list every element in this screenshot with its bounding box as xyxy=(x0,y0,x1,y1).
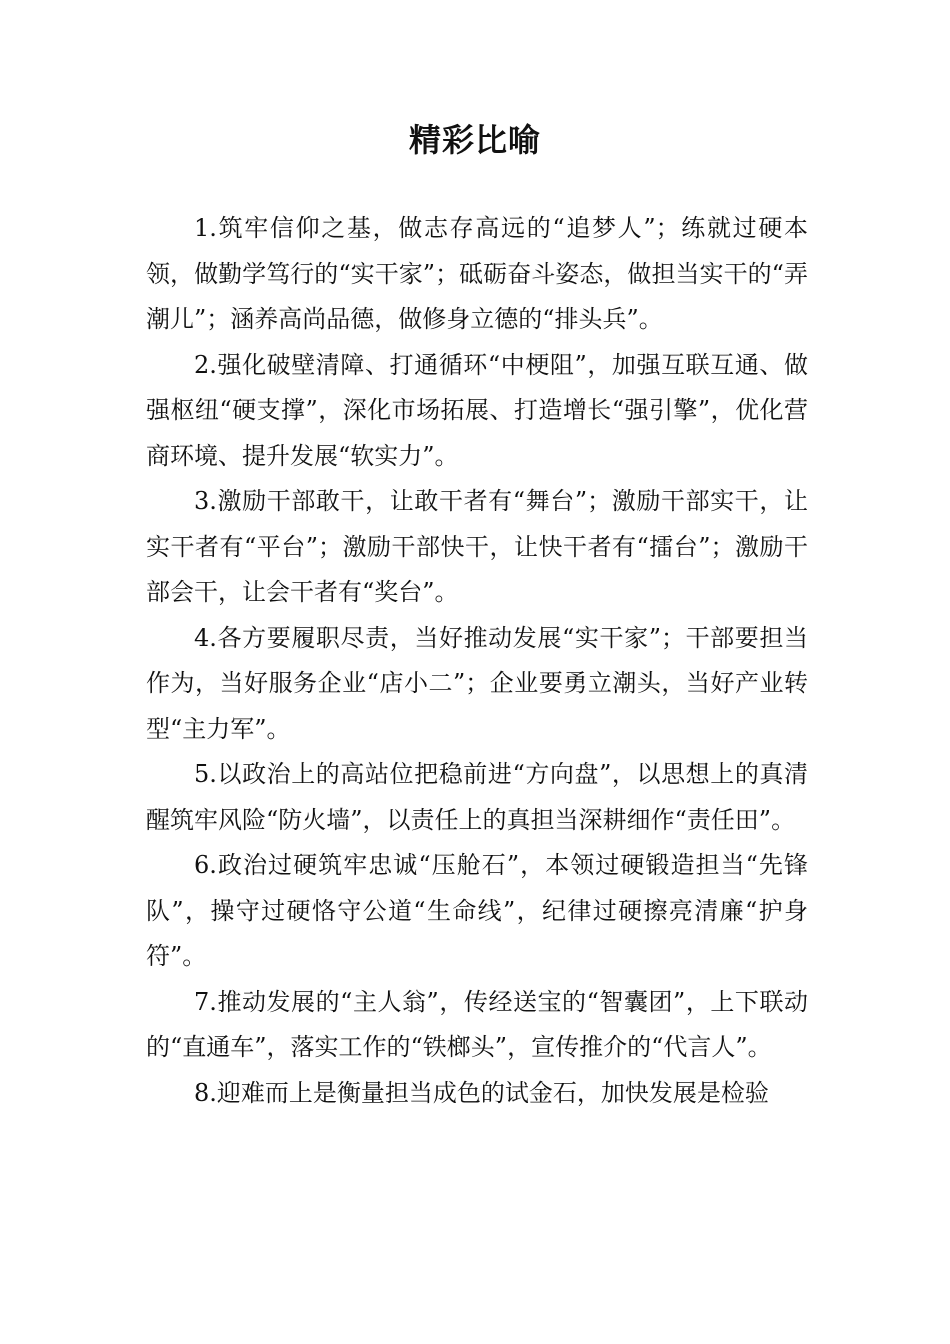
paragraph-5: 5.以政治上的高站位把稳前进“方向盘”，以思想上的真清醒筑牢风险“防火墙”，以责任上的真担当深耕细作“责任田”。 xyxy=(146,760,808,834)
paragraph-7: 7.推动发展的“主人翁”，传经送宝的“智囊团”，上下联动的“直通车”，落实工作的“铁榔头”，宣传推介的“代言人”。 xyxy=(146,987,808,1061)
document-title: 精彩比喻 xyxy=(408,121,541,159)
paragraph-2: 2.强化破壁清障、打通循环“中梗阻”，加强互联互通、做强枢纽“硬支撑”，深化市场拓展、打造增长“强引擎”，优化营商环境、提升发展“软实力”。 xyxy=(146,350,808,470)
paragraph-1: 1.筑牢信仰之基，做志存高远的“追梦人”；练就过硬本领，做勤学笃行的“实干家”；砥砺奋斗姿态，做担当实干的“弄潮儿”；涵养高尚品德，做修身立德的“排头兵”。 xyxy=(146,214,808,333)
paragraph-3: 3.激励干部敢干，让敢干者有“舞台”；激励干部实干，让实干者有“平台”；激励干部快干，让快干者有“擂台”；激励干部会干，让会干者有“奖台”。 xyxy=(146,487,808,606)
paragraph-4: 4.各方要履职尽责，当好推动发展“实干家”；干部要担当作为，当好服务企业“店小二”；企业要勇立潮头，当好产业转型“主力军”。 xyxy=(146,623,808,743)
paragraph-8: 8.迎难而上是衡量担当成色的试金石，加快发展是检验 xyxy=(194,1078,769,1107)
paragraph-6: 6.政治过硬筑牢忠诚“压舱石”，本领过硬锻造担当“先锋队”，操守过硬恪守公道“生命线”，纪律过硬擦亮清廉“护身符”。 xyxy=(146,851,808,970)
document-body xyxy=(146,206,808,1116)
